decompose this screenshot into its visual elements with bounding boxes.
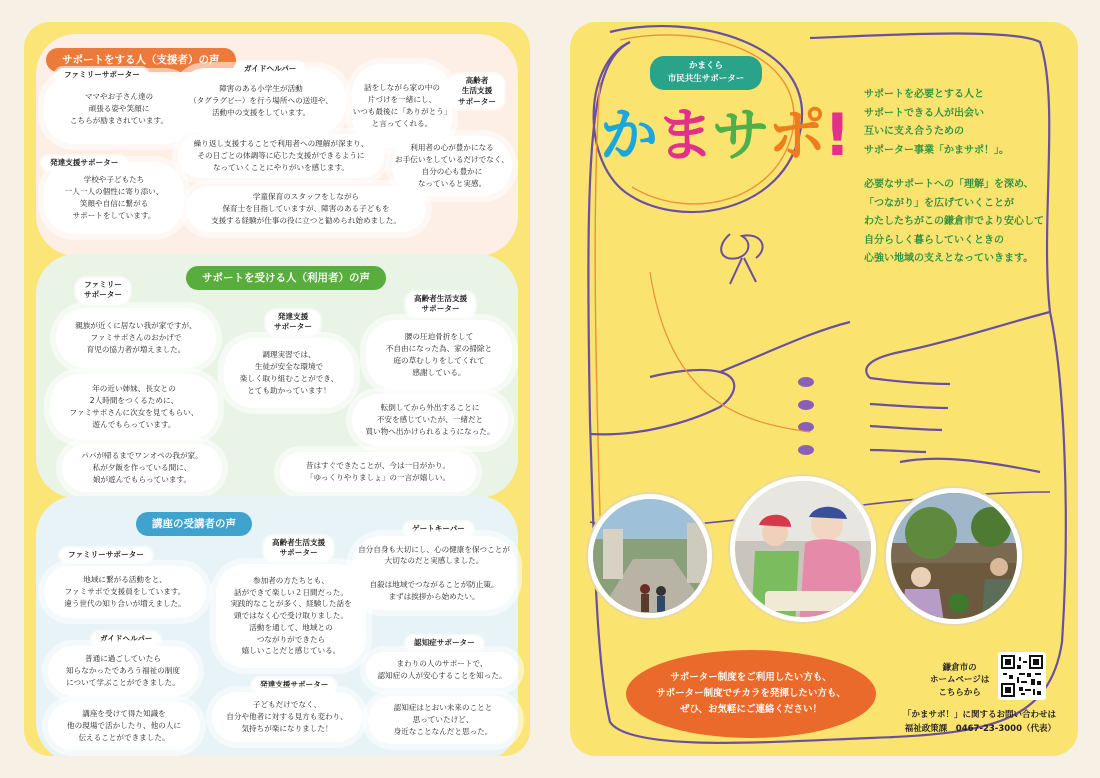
voice-cloud: 腰の圧迫骨折をして 不自由になった為、家の掃除と 庭の草むしりをしてくれて 感謝している。 bbox=[366, 320, 512, 390]
cta-line: サポーター制度をご利用したい方も、 bbox=[670, 671, 832, 683]
voice-cloud: 繰り返し支援することで利用者への理解が深まり、 その日ごとの体調等に応じた支援ができるように なっていくことにやりがいを感じます。 bbox=[178, 134, 384, 178]
voice-tag: ファミリーサポーター bbox=[56, 68, 148, 82]
qr-code-icon[interactable] bbox=[998, 652, 1046, 700]
voice-cloud: ママやお子さん達の 頑張る姿や笑顔に こちらが励まされています。 bbox=[44, 74, 194, 144]
voice-tag: 高齢者 生活支援 サポーター bbox=[450, 74, 504, 109]
program-subtitle: かまくら 市民共生サポーター bbox=[650, 56, 762, 90]
intro-text-2: 必要なサポートへの「理解」を深め、 「つながり」を広げていくことが わたしたちがこの鎌倉市でより安心して 自分らしく暮らしていくときの 心強い地域の支えとなっていきます。 bbox=[864, 179, 1044, 264]
voice-tag: 認知症サポーター bbox=[406, 636, 483, 650]
voice-tag: 発達支援サポーター bbox=[42, 156, 126, 170]
voice-cloud: 子どもだけでなく、 自分や他者に対する見方も変わり、 気持ちが楽になりました！ bbox=[212, 692, 362, 742]
support-voices-section bbox=[36, 34, 518, 256]
voice-cloud: 講座を受けて得た知識を 他の現場で活かしたり、他の人に 伝えることができました。 bbox=[48, 702, 200, 750]
right-page bbox=[570, 22, 1078, 756]
logo-char: か bbox=[600, 101, 657, 169]
logo-char: ポ bbox=[768, 101, 825, 169]
voice-cloud: 地域に繋がる活動をと、 ファミサポで支援員をしています。 違う世代の知り合いが増えました。 bbox=[44, 566, 206, 618]
kamasapo-logo bbox=[600, 101, 849, 169]
voice-tag: ゲートキーパー bbox=[404, 522, 473, 536]
voice-cloud: 昔はすぐできたことが、今は一日がかり。 「ゆっくりやりましょ」の一言が嬉しい。 bbox=[280, 452, 476, 492]
logo-char: ま bbox=[656, 101, 713, 169]
logo-char: ! bbox=[824, 101, 849, 169]
voice-tag: 発達支援サポーター bbox=[252, 678, 336, 692]
homepage-label: 鎌倉市の ホームページは こちらから bbox=[930, 663, 990, 698]
voice-tag: 高齢者生活支援 サポーター bbox=[264, 536, 333, 561]
voice-cloud: 認知症はとおい未来のことと 思っていたけど、 身近なことなんだと思った。 bbox=[368, 696, 518, 744]
voice-cloud: 利用者の心が豊かになる お手伝いをしているだけでなく、 自分の心も豊かに なっていると実感。 bbox=[392, 136, 512, 196]
voice-cloud: 年の近い姉妹、長女との 2人時間をつくるために、 ファミサポさんに次女を見てもらい、 遊んでもらっています。 bbox=[50, 374, 218, 440]
voice-tag: ファミリー サポーター bbox=[76, 278, 130, 303]
voice-cloud: 転倒してから外出することに 不安を感じていたが、一緒だと 買い物へ出かけられるようになった。 bbox=[352, 394, 508, 446]
support-voices-title: サポートをする人（支援者）の声 bbox=[46, 48, 236, 72]
voice-cloud: 自分自身も大切にし、心の健康を保つことが 大切なのだと実感しました。 自殺は地域でつながることが防止策。 まずは挨拶から始めたい。 bbox=[352, 536, 516, 610]
voice-tag: ファミリーサポーター bbox=[60, 548, 152, 562]
voice-cloud: 普通に過ごしていたら 知らなかったであろう福祉の制度 について学ぶことができました。 bbox=[48, 646, 198, 696]
contact-info: 「かまサポ！」に関するお問い合わせは 福祉政策課 0467-23-3000（代表） bbox=[902, 710, 1056, 735]
voice-cloud: 学童保育のスタッフをしながら 保育士を目指していますが、障害のある子どもを 支援する経験が仕事の役に立つと勧められ始めました。 bbox=[186, 186, 426, 232]
course-voices-section bbox=[36, 496, 518, 756]
voice-tag: 高齢者生活支援 サポーター bbox=[406, 292, 475, 317]
voice-cloud: 調理実習では、 生徒が安全な環境で 楽しく取り組むことができ、 とても助かっています！ bbox=[224, 338, 354, 408]
contact-call-to-action bbox=[626, 650, 876, 738]
photo-gardening bbox=[886, 488, 1022, 624]
voice-cloud: まわりの人のサポートで、 認知症の人が安心することを知った。 bbox=[366, 652, 518, 688]
voice-tag: 発達支援 サポーター bbox=[266, 310, 320, 335]
voice-tag: ガイドヘルパー bbox=[92, 632, 160, 646]
photo-cooking bbox=[730, 476, 876, 622]
photo-walking bbox=[588, 494, 712, 618]
left-page bbox=[24, 22, 530, 756]
voice-cloud: 参加者の方たちとも、 話ができて楽しい２日間だった。 実践的なことが多く、経験した話を 頭ではなく心で受け取りました。 活動を通して、地域との つながりができたら 嬉しいことだと感じている。 bbox=[216, 564, 366, 668]
intro-text-1: サポートを必要とする人と サポートできる人が出会い 互いに支え合うための サポーター事業「かまサポ！」。 bbox=[864, 89, 1009, 156]
cta-line: サポーター制度でチカラを発揮したい方も、 bbox=[656, 687, 846, 699]
cta-line: ぜひ、お気軽にご連絡ください！ bbox=[679, 704, 823, 716]
voice-cloud: 話をしながら家の中の 片づけを一緒にし、 いつも最後に「ありがとう」 と言ってくれる。 bbox=[352, 64, 452, 148]
voice-cloud: 学校や子どもたち 一人一人の個性に寄り添い、 笑顔や自信に繋がる サポートをしています。 bbox=[44, 162, 184, 234]
voice-tag: ガイドヘルパー bbox=[236, 62, 304, 76]
user-voices-section bbox=[36, 254, 518, 498]
course-voices-title: 講座の受講者の声 bbox=[136, 512, 252, 536]
voice-cloud: 障害のある小学生が活動 （タグラグビー）を行う場所への送迎や、 活動中の支援をしています。 bbox=[176, 68, 346, 134]
logo-char: サ bbox=[712, 101, 769, 169]
voice-cloud: 親族が近くに居ない我が家ですが、 ファミサポさんのおかげで 育児の協力者が増えました。 bbox=[56, 308, 216, 368]
user-voices-title: サポートを受ける人（利用者）の声 bbox=[186, 266, 386, 290]
voice-cloud: パパが帰るまでワンオペの我が家。 私が夕飯を作っている間に、 娘が遊んでもらっています。 bbox=[62, 444, 222, 492]
